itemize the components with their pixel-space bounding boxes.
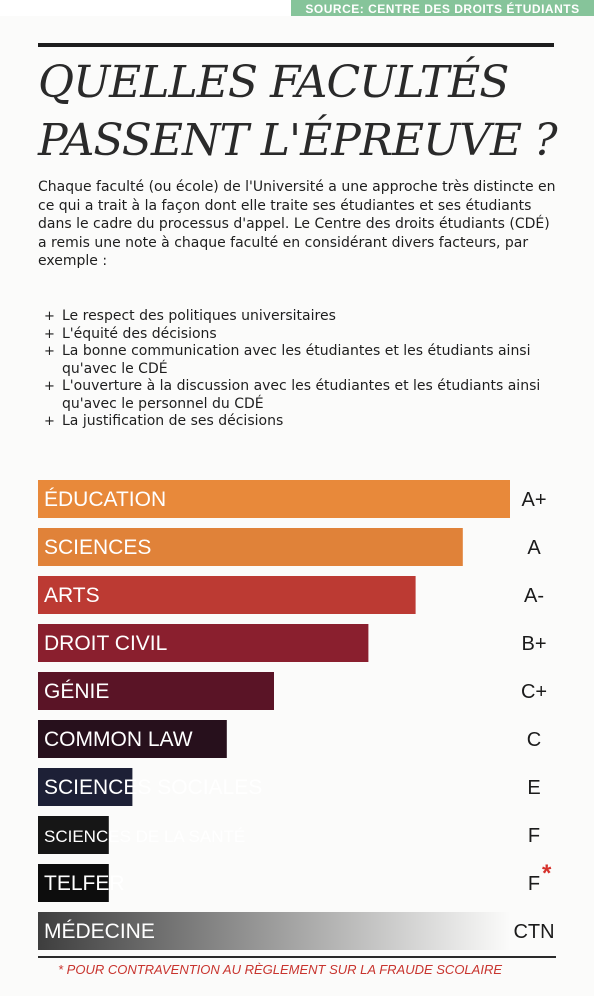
bar-label-2: ARTS — [44, 584, 100, 607]
grade-mark-8: * — [542, 860, 552, 887]
grade-label-0: A+ — [521, 489, 547, 511]
bar-label-8: TELFER — [44, 872, 125, 895]
plus-icon: + — [44, 379, 55, 394]
bar-label-9: MÉDECINE — [44, 920, 155, 943]
bar-label-0: ÉDUCATION — [44, 488, 167, 511]
grades-chart-svg — [0, 470, 594, 950]
grade-label-3: B+ — [521, 633, 547, 655]
bar-label-6: SCIENCES SOCIALES — [44, 776, 263, 799]
criteria-list — [40, 308, 560, 431]
intro-paragraph: Chaque faculté (ou école) de l'Université a une approche très distincte en ce qui a trait à la façon dont elle traite ses étudiantes et ses étudiants dans le cadre du processus d'appel. Le Centre des droits étudiants (CDÉ) a remis une note à chaque faculté en considérant divers facteurs, par exemple : — [38, 179, 556, 269]
bar-label-3: DROIT CIVIL — [44, 632, 168, 655]
footnote: * POUR CONTRAVENTION AU RÈGLEMENT SUR LA FRAUDE SCOLAIRE — [58, 962, 502, 977]
plus-icon: + — [44, 309, 55, 324]
criteria-item — [40, 343, 560, 378]
grade-label-8: F — [527, 873, 541, 895]
plus-icon: + — [44, 344, 55, 359]
grades-chart — [0, 470, 594, 950]
criteria-item — [40, 413, 560, 431]
grade-label-5: C — [526, 729, 542, 751]
bar-label-7: SCIENCES DE LA SANTÉ — [44, 827, 246, 846]
grade-label-6: E — [527, 777, 541, 799]
criteria-text: L'équité des décisions — [62, 325, 217, 342]
criteria-item — [40, 326, 560, 344]
grade-label-7: F — [527, 825, 541, 847]
title-line-2: PASSENT L'ÉPREUVE ? — [38, 115, 557, 166]
title-line-1: QUELLES FACULTÉS — [38, 57, 509, 108]
bar-label-5: COMMON LAW — [44, 728, 193, 751]
plus-icon: + — [44, 414, 55, 429]
page-title — [38, 54, 568, 170]
plus-icon: + — [44, 326, 55, 342]
criteria-text: La bonne communication avec les étudiantes et les étudiants ainsi qu'avec le CDÉ — [62, 343, 531, 377]
source-credit: SOURCE: CENTRE DES DROITS ÉTUDIANTS — [291, 0, 594, 16]
criteria-item — [40, 308, 560, 326]
criteria-item — [40, 378, 560, 413]
bar-label-4: GÉNIE — [44, 680, 110, 703]
grade-label-9: CTN — [513, 921, 555, 943]
grade-label-4: C+ — [520, 681, 548, 703]
grade-label-1: A — [527, 537, 541, 559]
criteria-text: La justification de ses décisions — [62, 413, 284, 429]
grade-label-2: A- — [524, 585, 544, 607]
title-rule — [38, 43, 554, 47]
bar-label-1: SCIENCES — [44, 536, 152, 559]
criteria-text: L'ouverture à la discussion avec les étudiantes et les étudiants ainsi qu'avec le personnel du CDÉ — [62, 378, 541, 412]
criteria-text: Le respect des politiques universitaires — [62, 308, 336, 324]
